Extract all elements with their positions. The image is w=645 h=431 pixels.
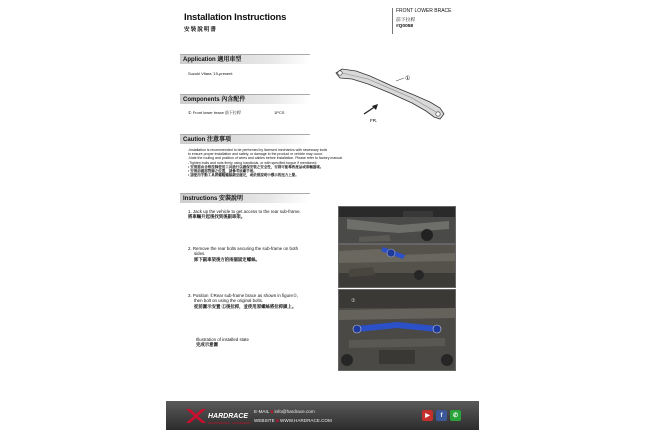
photo-installed xyxy=(338,289,456,371)
step-1-text: 1. Jack up the vehicle to get access to the rear sub-frame. xyxy=(188,209,301,214)
step-2 xyxy=(188,246,336,262)
step-3 xyxy=(188,293,336,309)
front-arrow-label: FR. xyxy=(370,118,378,123)
callout-leader xyxy=(396,78,404,81)
email-bullet: ■ xyxy=(270,409,274,414)
caution-line: to ensure proper installation and safety, or damage to the product or vehicle may occur. xyxy=(188,152,323,157)
footer-email xyxy=(254,409,315,414)
step-2-text-cn: 卸下副車架後方的兩個固定螺絲。 xyxy=(194,256,260,262)
application-heading: Application 適用車型 xyxy=(180,54,310,64)
footer-website xyxy=(254,418,332,423)
wechat-icon[interactable]: ✆ xyxy=(450,410,461,421)
components-heading: Components 內含配件 xyxy=(180,94,310,104)
page-title: Installation Instructions xyxy=(184,12,287,23)
social-icons xyxy=(422,410,461,421)
step-1 xyxy=(188,209,336,220)
caution-line-cn: • 安裝前確認管線之位置，請參考原廠手冊。 xyxy=(188,169,257,174)
website-bullet: ■ xyxy=(275,418,279,423)
caution-heading: Caution 注意事項 xyxy=(180,134,310,144)
product-name-cn: 前下拉桿 xyxy=(396,18,416,23)
brand-tagline: PERFORMANCE · SUSPENSION xyxy=(208,421,251,425)
photo-step-1 xyxy=(338,206,456,244)
email-label: E-MAIL xyxy=(254,409,270,414)
caution-line: -Tighten bolts and nuts firmly using handtools, or with specified torque if mentioned. xyxy=(188,160,318,165)
page-title-cn: 安裝說明書 xyxy=(184,27,217,33)
photo-installed-image xyxy=(339,290,455,370)
illustration-caption xyxy=(196,337,249,348)
brand-logo xyxy=(184,406,251,431)
photo-step-2-image xyxy=(339,245,455,287)
application-vehicle: Suzuki Vitara '15-present xyxy=(188,71,233,76)
brace-diagram xyxy=(332,62,452,134)
caution-line: -Installation is recommended to be performed by licensed mechanics with necessary tools xyxy=(188,148,328,152)
photo-step-1-image xyxy=(339,207,455,243)
instruction-sheet xyxy=(166,0,479,430)
illustration-caption-cn: 完成示意圖 xyxy=(196,342,218,348)
product-name: FRONT LOWER BRACE xyxy=(396,8,452,14)
caution-line: -Note the routing and position of wires and cables before installation. Please refer to factory manual. xyxy=(188,156,343,161)
photo-step-2 xyxy=(338,244,456,288)
step-3-text-cn: 從前圖示安置 ①後拉桿，並使用原螺絲將拉桿鎖上。 xyxy=(194,303,297,309)
youtube-icon[interactable]: ▶ xyxy=(422,410,433,421)
website-link[interactable]: WWW.HARDRACE.COM xyxy=(280,418,332,423)
instructions-heading: Instructions 安裝說明 xyxy=(180,193,310,203)
component-item: ① Front lower brace 前下拉桿 xyxy=(188,110,241,115)
front-arrow-head xyxy=(372,104,378,110)
hardrace-logo xyxy=(184,406,251,426)
caution-line-cn: • 安裝需由合格技師使用工具進行以確保安裝之安全性，否則可能導致產品或車輛損壞。 xyxy=(188,164,324,169)
brace-bushing-rear xyxy=(436,112,440,116)
brace-outline xyxy=(336,69,444,119)
caution-line-cn: • 請使用手動工具將螺帽螺絲鎖至確定，或依照說明中標示的扭力上緊。 xyxy=(188,173,299,178)
facebook-icon[interactable]: f xyxy=(436,410,447,421)
header-divider xyxy=(392,8,393,34)
brace-bushing-front xyxy=(338,71,342,75)
step-2-text: 2. Remove the rear bolts securing the sub-frame on both xyxy=(188,246,299,251)
illustration-caption-text: Illustration of installed state xyxy=(196,337,249,342)
step-1-text-cn: 將車輛升起後找到後副車架。 xyxy=(188,214,246,220)
callout-number: ① xyxy=(405,76,411,82)
email-link[interactable]: info@hardrace.com xyxy=(274,409,315,414)
step-3-text: 3. Position ①Rear sub-frame brace as shown in figure①, xyxy=(188,293,299,298)
photo-callout-number: ① xyxy=(351,298,356,304)
part-number: #Q0058 xyxy=(396,24,414,29)
component-qty: 1PCS xyxy=(274,110,285,115)
footer-bar xyxy=(166,401,479,430)
step-3-text-cont: then bolt on using the original bolts. xyxy=(194,298,264,304)
step-2-text-cont: sides. xyxy=(194,251,206,257)
brand-name: HARDRACE xyxy=(208,413,249,420)
website-label: WEBSITE xyxy=(254,418,275,423)
caution-list xyxy=(188,148,458,177)
